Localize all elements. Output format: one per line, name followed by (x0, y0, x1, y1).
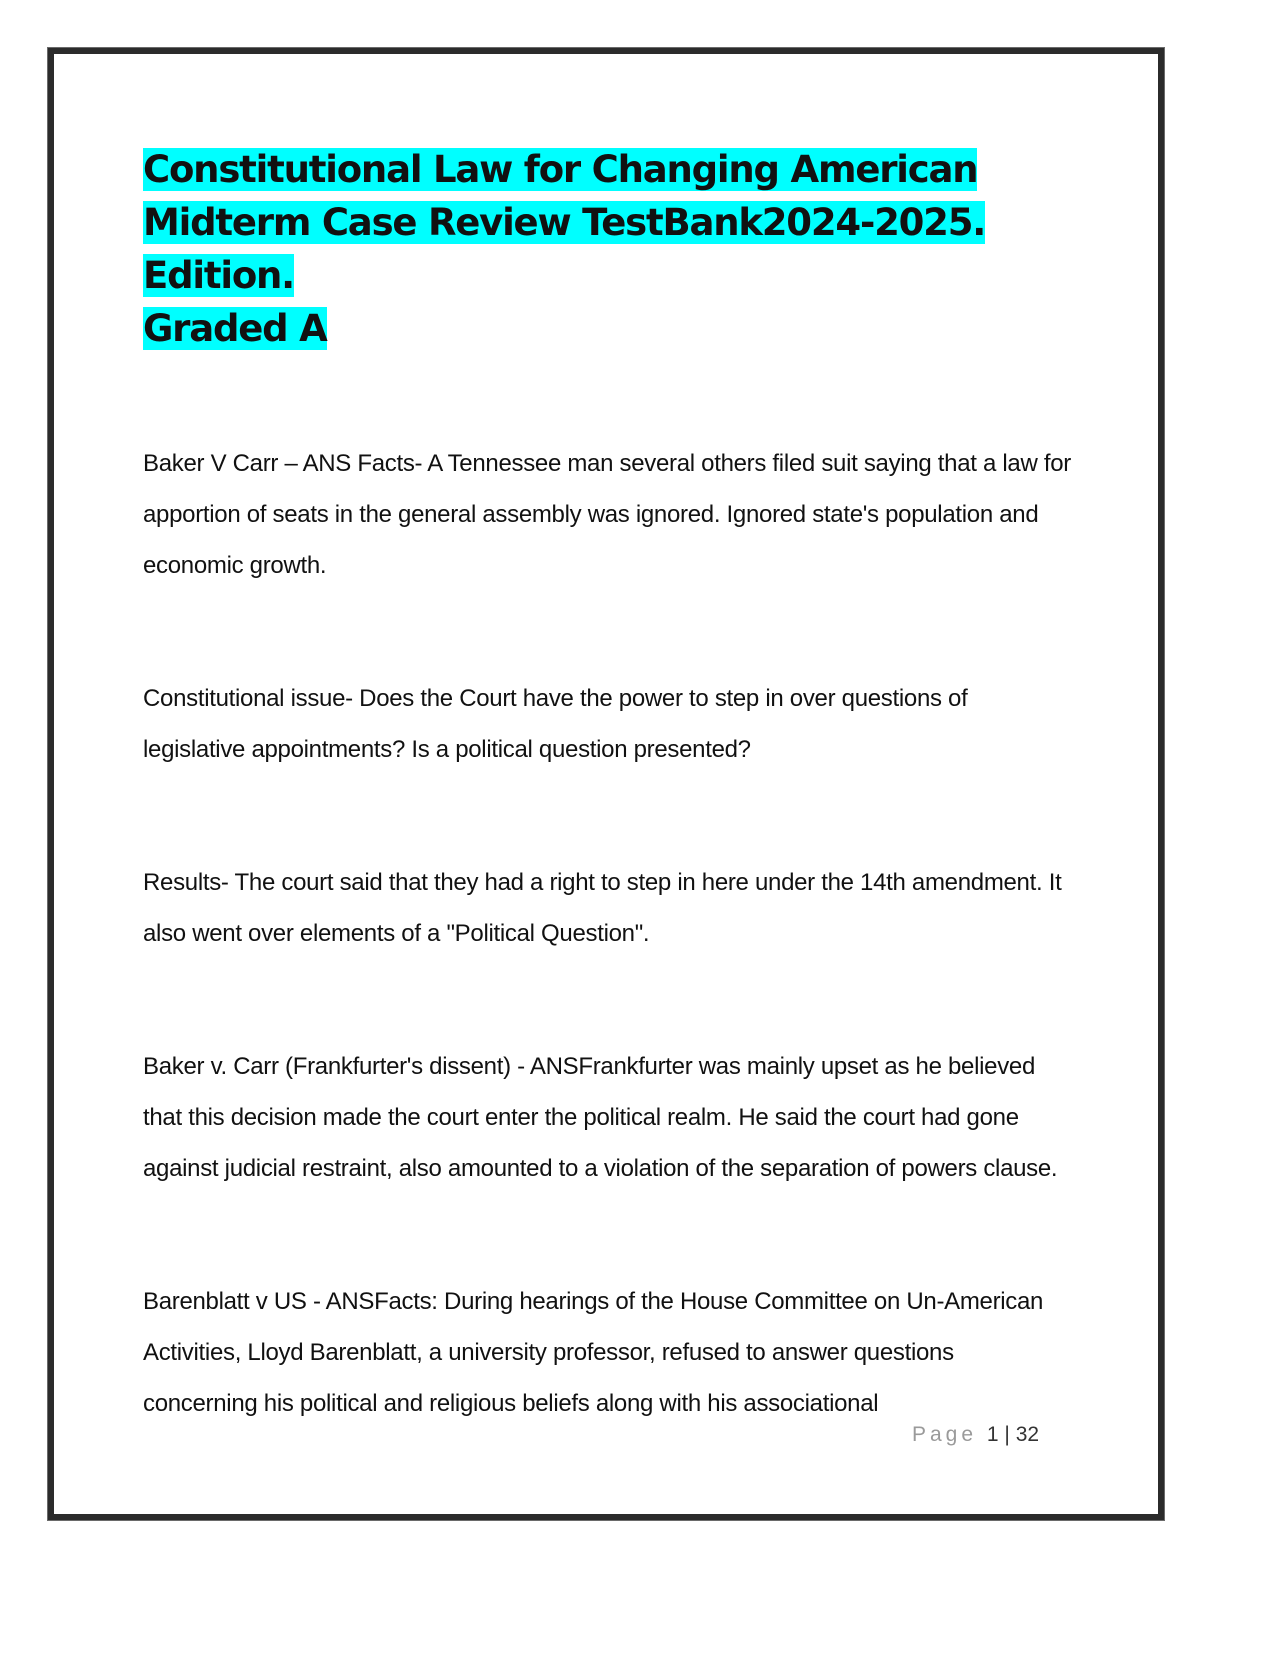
paragraph-results: Results- The court said that they had a right to step in here under the 14th amendment. It also went over elements of a "Political Question". (143, 869, 1062, 947)
total-pages: 32 (1015, 1423, 1040, 1446)
document-title (143, 143, 1073, 355)
document-body (143, 143, 1073, 1429)
title-line-3: Graded A (143, 307, 327, 350)
page-separator: | (1004, 1423, 1010, 1446)
paragraph-barenblatt-v-us: Barenblatt v US - ANSFacts: During hearings of the House Committee on Un-American Activities, Lloyd Barenblatt, a university professor, refused to answer questions concerning his political and religious beliefs along with his associational (143, 1288, 1044, 1417)
paragraph-baker-v-carr-facts: Baker V Carr – ANS Facts- A Tennessee man several others filed suit saying that a law for apportion of seats in the general assembly was ignored. Ignored state's population and economic growth. (143, 450, 1071, 579)
page-label: Page (912, 1423, 978, 1446)
paragraph-constitutional-issue: Constitutional issue- Does the Court have the power to step in over questions of legislative appointments? Is a political question presented? (143, 685, 968, 763)
paragraph-frankfurter-dissent: Baker v. Carr (Frankfurter's dissent) - ANSFrankfurter was mainly upset as he believed that this decision made the court enter the political realm. He said the court had gone against judicial restraint, also amounted to a violation of the separation of powers clause. (143, 1053, 1058, 1182)
page-number: 1 (986, 1423, 999, 1446)
title-line-2: Midterm Case Review TestBank2024-2025. Edition. (143, 201, 986, 297)
title-line-1: Constitutional Law for Changing American (143, 148, 978, 191)
page-footer (912, 1423, 1039, 1447)
